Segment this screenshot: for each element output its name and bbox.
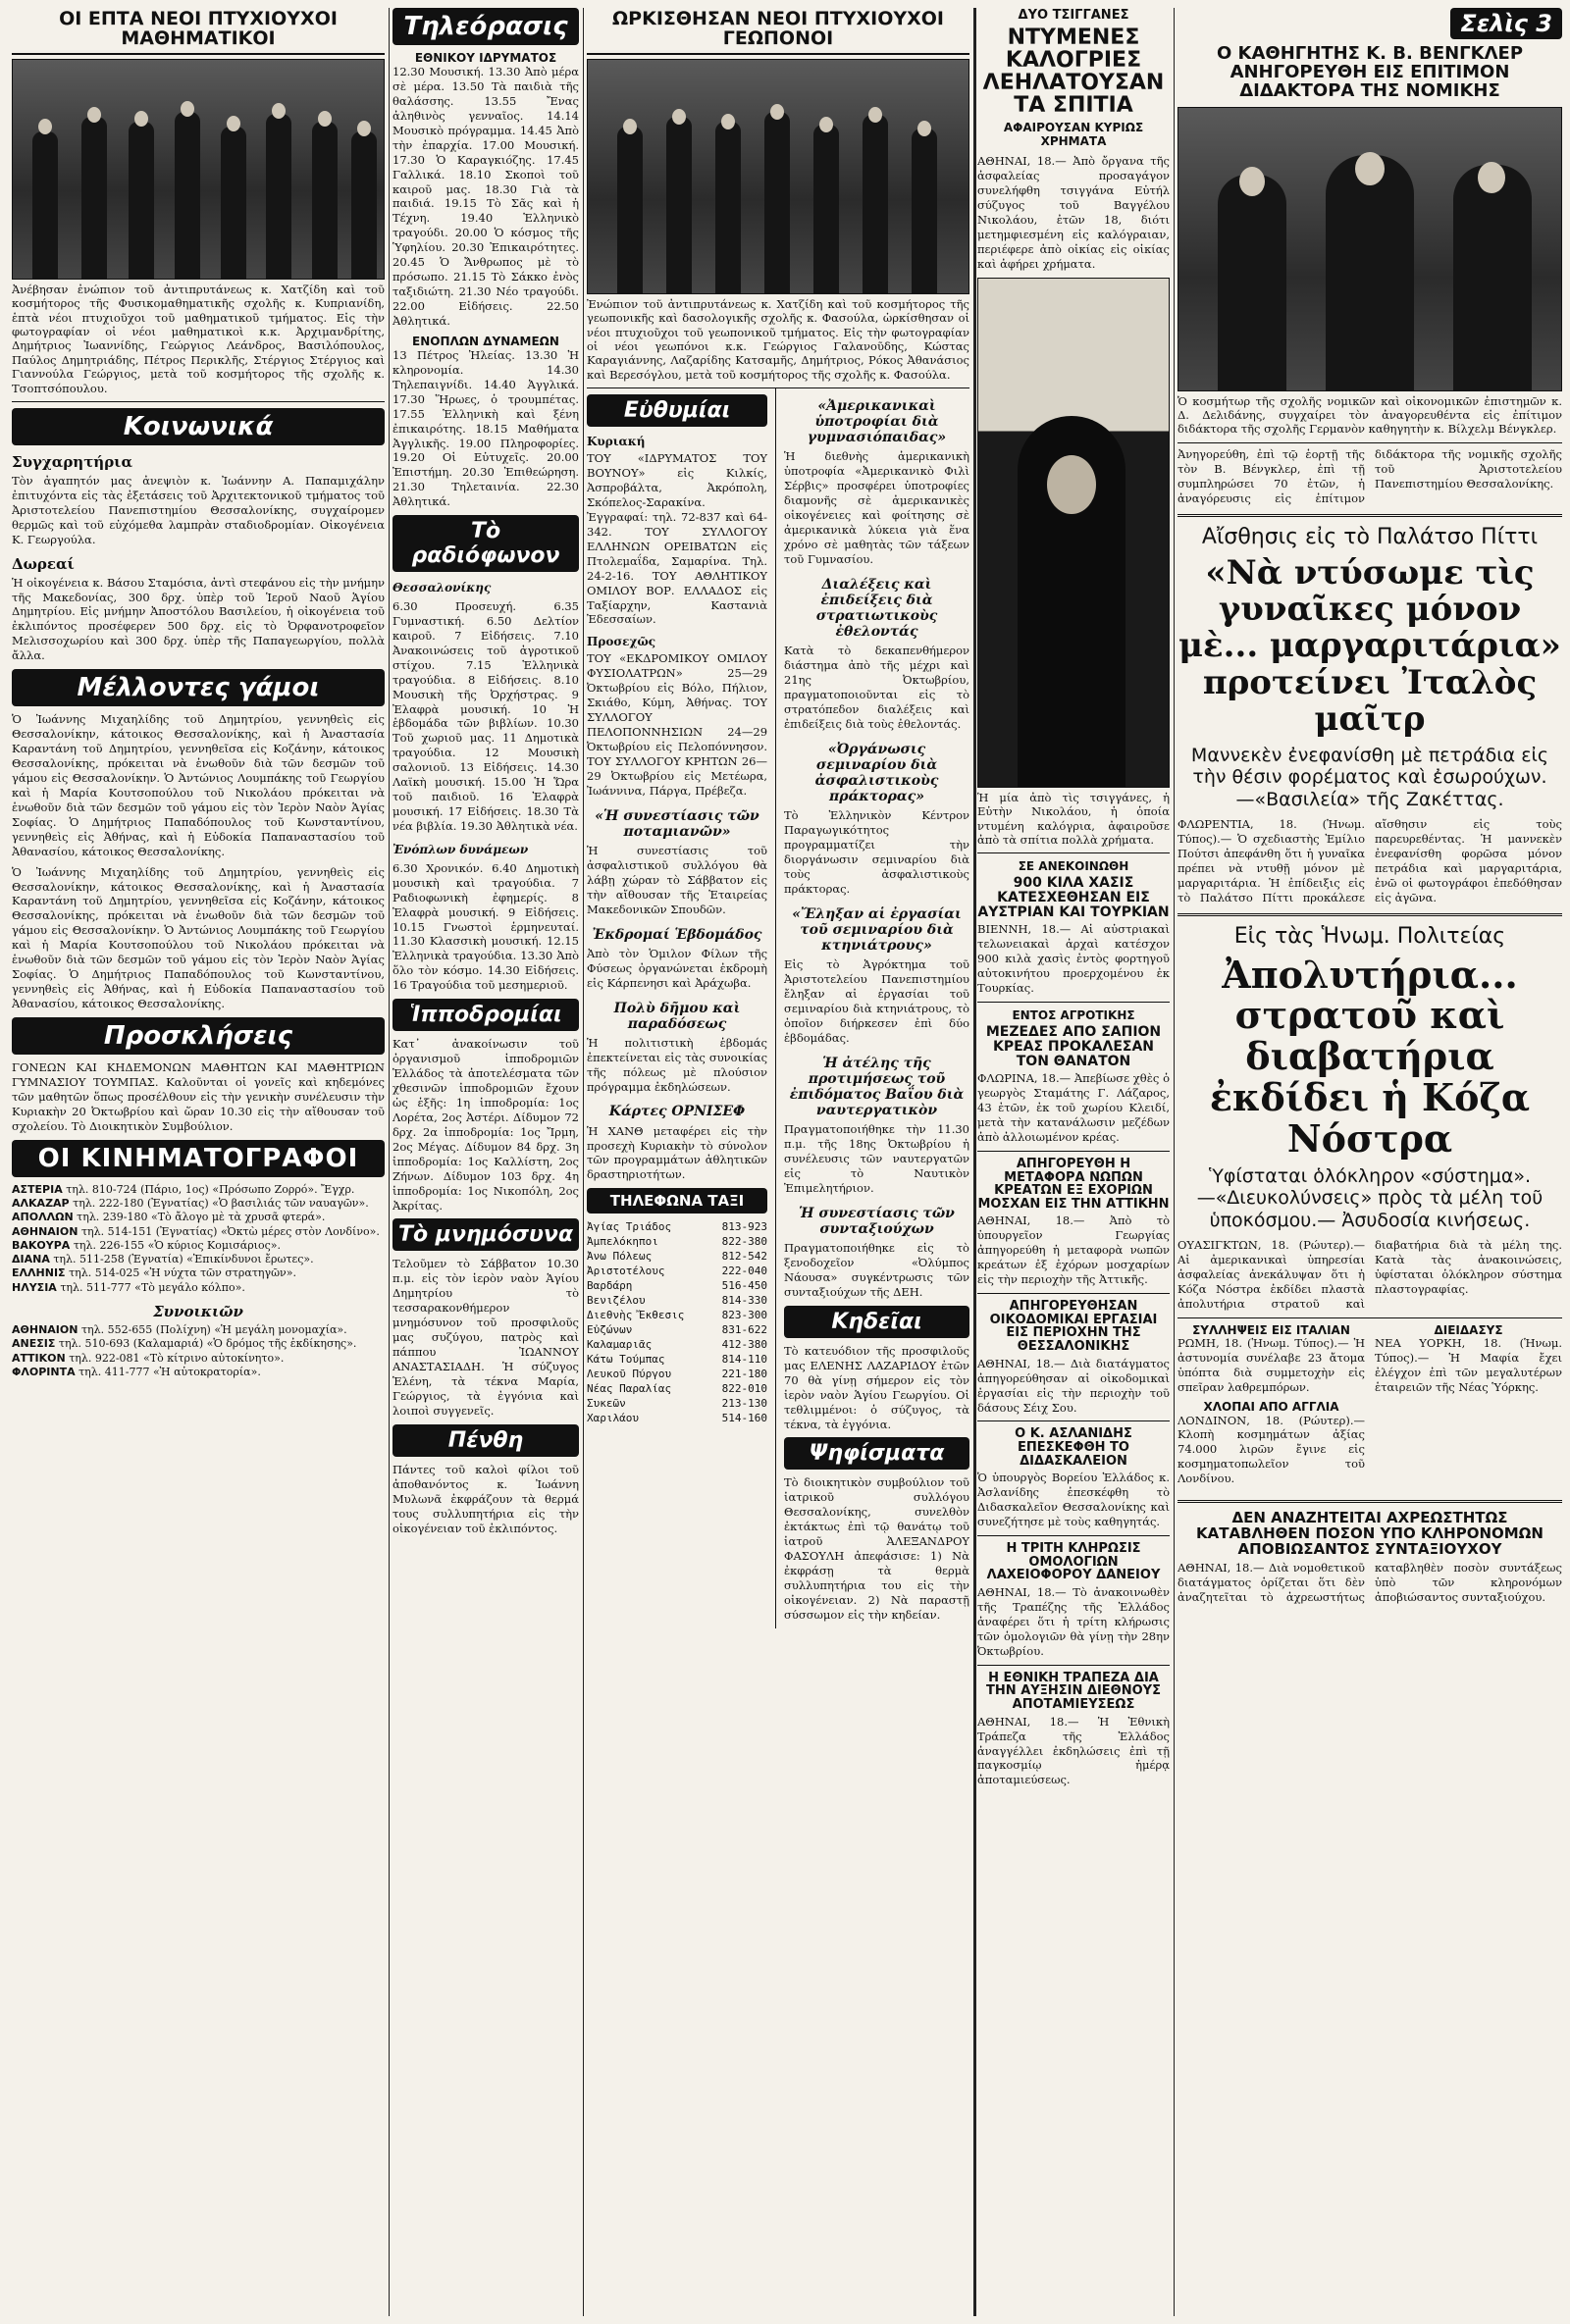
table-row: Βενιζέλου 814-330	[587, 1294, 768, 1308]
text-london: ΛΟΝΔΙΝΟΝ, 18. (Ρώυτερ).— Κλοπὴ κοσμημάτων ἀξίας 74.000 λιρῶν ἔγινε εἰς κοσμηματοπωλεῖον τοῦ Λονδίνου.	[1178, 1413, 1365, 1486]
taxi-phones-header: ΤΗΛΕΦΩΝΑ ΤΑΞΙ	[587, 1188, 767, 1214]
text-mourning: Πάντες τοῦ καλοὶ φίλοι τοῦ ἀποθανόντος κ. Ἰωάννη Μυλωνᾶ ἐκφράζουν τὰ θερμά τους συλλυπητήρια εἰς τὴν οἰκογένειαν τοῦ ἐκλιπόντος.	[392, 1462, 579, 1535]
headline-meat: ΜΕΖΕΔΕΣ ΑΠΟ ΣΑΠΙΟΝ ΚΡΕΑΣ ΠΡΟΚΑΛΕΣΑΝ ΤΟΝ ΘΑΝΑΤΟΝ	[985, 1024, 1162, 1069]
list-item: ΗΛΥΣΙΑ τηλ. 511-777 «Τὸ μεγάλο κόλπο».	[12, 1280, 245, 1294]
page-number-badge: Σελὶς 3	[1450, 8, 1562, 39]
text-lottery: ΑΘΗΝΑΙ, 18.— Τὸ ἀνακοινωθὲν τῆς Τραπέζης τῆς Ἑλλάδος ἀναφέρει ὅτι ἡ τρίτη κλήρωσις τῶν ὁμολογιῶν θὰ γίνῃ τὴν 28ην Ὀκτωβρίου.	[977, 1585, 1170, 1658]
subhead-congrats: Συγχαρητήρια	[12, 452, 132, 471]
section-banner-horses: Ἱπποδρομίαι	[392, 999, 579, 1031]
text-pensioners: Πραγματοποιήθηκε εἰς τὸ ξενοδοχεῖον «Ὀλύμπος Νάουσα» συγκέντρωσις τῶν συνταξιούχων τῆς ΔΕΗ.	[784, 1241, 969, 1299]
column-4	[977, 8, 1170, 2316]
headline-mathematicians: ΟΙ ΕΠΤΑ ΝΕΟΙ ΠΤΥΧΙΟΥΧΟΙ ΜΑΘΗΜΑΤΙΚΟΙ	[12, 8, 385, 55]
table-row: Ἀγίας Τριάδος 813-923	[587, 1220, 768, 1234]
list-item: ΑΘΗΝΑΙΟΝ τηλ. 552-655 (Πολίχνη) «Ἡ μεγάλη μονομαχία».	[12, 1323, 347, 1336]
column-1	[12, 8, 385, 2316]
headline-nuns: ΝΤΥΜΕΝΕΣ ΚΑΛΟΓΡΙΕΣ ΛΕΗΛΑΤΟΥΣΑΝ ΤΑ ΣΠΙΤΙΑ	[982, 26, 1165, 119]
text-tradition: Ἡ πολιτιστικὴ ἑβδομάς ἐπεκτείνεται εἰς τὰς συνοικίας τῆς πόλεως μὲ πλούσιον πρόγραμμα ἐκδηλώσεων.	[587, 1035, 768, 1094]
text-hashish: ΒΙΕΝΝΗ, 18.— Αἱ αὐστριακαὶ τελωνειακαὶ ἀρχαὶ κατέσχον 900 κιλὰ χασὶς ἐντὸς φορτηγοῦ αὐτοκινήτου προερχομένου ἐκ Τουρκίας.	[977, 922, 1170, 996]
list-item: ΑΛΚΑΖΑΡ τηλ. 222-180 (Ἐγνατίας) «Ὁ βασιλιάς τῶν ναυαγῶν».	[12, 1196, 369, 1210]
list-item: ΑΠΟΛΛΩΝ τηλ. 239-180 «Τὸ ἄλογο μὲ τὰ χρυσᾶ φτερά».	[12, 1211, 326, 1224]
subhead-radio: Θεσσαλονίκης	[392, 581, 492, 595]
text-tv-national: 12.30 Μουσική. 13.30 Ἀπὸ μέρα σὲ μέρα. 13.50 Τὰ παιδιὰ τῆς θαλάσσης. 13.55 Ἔνας ἀληθινὸς γενναῖος. 14.14 Μουσικὸ πρόγραμμα. 14.45 Ἀπὸ τὴν ἐπαρχία. 17.00 Μουσική. 17.30 Ὁ Καραγκιόζης. 17.45 Γαλλικά. 18.10 Σκοποὶ τοῦ καιροῦ μας. 18.30 Γιὰ τὰ παιδιά. 19.15 Τὸ Σᾶς καὶ ἡ Τέχνη. 19.40 Ἑλληνικὸ τραγούδι. 20.00 Ὁ κόσμος τῆς Ὑφηλίου. 20.30 Ἐπικαιρότητες. 20.45 Ὁ Ἄνθρωπος μὲ τὸ πρόσωπο. 21.15 Τὸ Σάκκο ἐνὸς ταξιδιώτη. 21.30 Νέο τραγούδι. 22.00 Εἰδήσεις. 22.50 Ἀθλητικά.	[392, 65, 579, 328]
table-row: Βαρδάρη 516-450	[587, 1279, 768, 1293]
table-row: Ἀριστοτέλους 222-040	[587, 1265, 768, 1278]
column-rule	[973, 8, 976, 2316]
column-rule	[389, 8, 390, 2316]
subhead-seminar: «Ὀργάνωσις σεμιναρίου διὰ ἀσφαλιστικοὺς πράκτορας»	[814, 741, 939, 805]
table-row: Ἀνω Πόλεως 812-542	[587, 1250, 768, 1264]
text-wengler: Ἀνηγορεύθη, ἐπὶ τῷ ἑορτῇ τῆς τὸν Β. Βένγκλερ, ἐπὶ τῇ συμπληρώσει 70 ἐτῶν, ἡ ἀναγόρευσις εἰς ἐπίτιμον διδάκτορα τῆς νομικῆς σχολῆς τοῦ Ἀριστοτελείου Πανεπιστημίου Θεσσαλονίκης.	[1178, 446, 1562, 505]
column-2	[392, 8, 579, 2316]
subhead-pensioners: Ἡ συνεστίασις τῶν συνταξιούχων	[799, 1205, 955, 1237]
section-banner-radio: Τὸ ραδιόφωνον	[392, 515, 579, 572]
text-meat: ΦΛΩΡΙΝΑ, 18.— Ἀπεβίωσε χθὲς ὁ γεωργὸς Σταμάτης Γ. Λάζαρος, 43 ἐτῶν, ἐκ τοῦ χωρίου Κλειδί, μετὰ τὴν κατανάλωσιν μεζέδων ἀπὸ ἀλλοιωμένον κρέας.	[977, 1071, 1170, 1144]
list-item: ΔΙΑΝΑ τηλ. 511-258 (Ἐγνατία) «Ἐπικίνδυνοι ἔρωτες».	[12, 1253, 314, 1266]
headline-construction: ΑΠΗΓΟΡΕΥΘΗΣΑΝ ΟΙΚΟΔΟΜΙΚΑΙ ΕΡΓΑΣΙΑΙ ΕΙΣ ΠΕΡΙΟΧΗΝ ΤΗΣ ΘΕΣΣΑΛΟΝΙΚΗΣ	[989, 1299, 1158, 1355]
photo-caption: Ὁ κοσμήτωρ τῆς σχολῆς νομικῶν καὶ οἰκονομικῶν ἐπιστημῶν κ. Δ. Δελιδάνης, συγχαίρει τὸν ἀναγορευθέντα εἰς ἐπίτιμον διδάκτορα τῆς σχολῆς Γερμανὸν καθηγητὴν κ. Βίλχελμ Βένγκλερ.	[1178, 391, 1562, 443]
section-banner-tv: Τηλεόρασις	[392, 8, 579, 45]
subhead-cards: Κάρτες ΟΡΝΙΣΕΦ	[608, 1104, 746, 1120]
subhead-sunday: Κυριακή	[587, 435, 646, 449]
text-cosa-nostra: ΟΥΑΣΙΓΚΤΩΝ, 18. (Ρώυτερ).— Αἱ ἀμερικανικαὶ ὑπηρεσίαι ἀσφαλείας ἀνεκάλυψαν ὅτι ἡ Κόζα Νόστρα ἐκδίδει πλαστὰ ἀπολυτήρια στρατοῦ καὶ διαβατήρια διὰ τὰ μέλη της. Κατὰ τὰς ἀνακοινώσεις, ὑφίσταται ὁλόκληρον σύστημα πλαστογραφίας.	[1178, 1237, 1562, 1311]
text-scholarships: Ἡ διεθνὴς ἀμερικανικὴ ὑποτροφία «Ἀμερικανικὸ Φιλὶ Σέρβις» προσφέρει ὑποτροφίες διαμονῆς σὲ ἀμερικανικὲς οἰκογένειες καὶ φοίτησης σὲ ἀμερικανικὰ λύκεια γιὰ ἕνα χρόνο σὲ μαθητὰς τῶν τάξεων τοῦ Γυμνασίου.	[784, 449, 969, 566]
subhead-scholarships: «Ἀμερικανικαὶ ὑποτροφίαι διὰ γυμνασιόπαιδας»	[807, 398, 947, 446]
kicker-hashish: ΣΕ ΑΝΕΚΟΙΝΩΘΗ	[1018, 859, 1129, 874]
photo-caption: Ἀνέβησαν ἐνώπιον τοῦ ἀντιπρυτάνεως κ. Χατζίδη καὶ τοῦ κοσμήτορος τῆς Φυσικομαθηματικῆς σχολῆς κ. Κυπριανίδη, ἑπτὰ νέοι πτυχιοῦχοι τοῦ μαθηματικοῦ τμήματος. Εἰς τὴν φωτογραφίαν οἱ νέοι μαθηματικοὶ κ.κ. Ἀρχιμανδρίτης, Δημήτριος Ἰωαννίδης, Γεώργιος Λεάνδρος, Βασιλόπουλος, Παύλος Δημητριάδης, Πέτρος Περικλῆς, Στέργιος Στέργιος καὶ Γιαννούλα Γεώργιος, μετὰ τοῦ κοσμήτορος τῆς σχολῆς κ. Τσοπτσόπουλου.	[12, 280, 385, 402]
table-row: Καλαμαριᾶς 412-380	[587, 1338, 768, 1352]
text-tv-armed: 13 Πέτρος Ἠλείας. 13.30 Ἡ κληρονομία. 14.30 Τηλεπαιγνίδι. 14.40 Ἀγγλικά. 17.30 Ἥρωες, ὁ τρουμπέτας. 17.55 Ἑλληνικὴ καὶ ξένη ἐπικαιρότης. 18.15 Μαθήματα Ἀγγλικῆς. 19.00 Πληροφορίες. 19.20 Οἰ Εὐτυχεῖς. 20.00 Ἐπιστήμη. 20.30 Ἐπιθεώρηση. 21.30 Τηλεταινία. 22.30 Ἀθλητικά.	[392, 347, 579, 509]
deck-pearls: Μαννεκὲν ἐνεφανίσθη μὲ πετράδια εἰς τὴν θέσιν φορέματος καὶ ἐσωρούχων.—«Βασιλεία» τῆς Ζακέττας.	[1190, 744, 1549, 811]
section-banner-excursions: Εὐθυμίαι	[587, 394, 767, 427]
text-funerals: Τὸ κατευόδιον τῆς προσφιλοῦς μας ΕΛΕΝΗΣ ΛΑΖΑΡΙΔΟΥ ἐτῶν 70 θὰ γίνῃ σήμερον εἰς τὸν ἱερὸν ναὸν Ἁγίου Γεωργίου. Οἱ τεθλιμμένοι: ὁ σύζυγος, τὰ τέκνα, τὰ ἐγγόνια.	[784, 1343, 969, 1431]
subhead-radio-armed: Ἐνόπλων δυνάμεων	[392, 842, 529, 856]
subhead-tradition: Πολὺ δῆμου καὶ παραδόσεως	[613, 1000, 741, 1032]
text-cards: Ἡ ΧΑΝΘ μεταφέρει εἰς τὴν προσεχὴ Κυριακὴν τὸ σύνολον τῶν προγραμμάτων ἀθλητικῶν δραστηριοτήτων.	[587, 1123, 768, 1182]
text-upcoming: ΤΟΥ «ΕΚΔΡΟΜΙΚΟΥ ΟΜΙΛΟΥ ΦΥΣΙΟΛΑΤΡΩΝ» 25—29 Ὀκτωβρίου εἰς Βόλο, Πήλιον, Σκιάθο, Κύμη, Ἀθήνας. ΤΟΥ ΣΥΛΛΟΓΟΥ ΠΕΛΟΠΟΝΝΗΣΙΩΝ 24—29 Ὀκτωβρίου εἰς Πελοπόννησον. ΤΟΥ ΣΥΛΛΟΓΟΥ ΚΡΗΤΩΝ 26—29 Ὀκτωβρίου εἰς Μετέωρα, Ἰωάννινα, Πάργα, Πρέβεζα.	[587, 651, 768, 798]
table-row: Λευκοῦ Πύργου 221-180	[587, 1368, 768, 1381]
kicker-meat: ΕΝΤΟΣ ΑΓΡΟΤΙΚΗΣ	[1012, 1008, 1135, 1023]
section-banner-decrees: Ψηφίσματα	[784, 1437, 969, 1470]
headline-wengler: Ο ΚΑΘΗΓΗΤΗΣ Κ. Β. ΒΕΝΓΚΛΕΡ ΑΝΗΓΟΡΕΥΘΗ ΕΙΣ ΕΠΙΤΙΜΟΝ ΔΙΔΑΚΤΟΡΑ ΤΗΣ ΝΟΜΙΚΗΣ	[1216, 43, 1524, 101]
photo-nun	[977, 278, 1170, 788]
section-banner-cinemas: ΟΙ ΚΙΝΗΜΑΤΟΓΡΑΦΟΙ	[12, 1140, 385, 1177]
headline-pensions: ΔΕΝ ΑΝΑΖΗΤΕΙΤΑΙ ΑΧΡΕΩΣΤΗΤΩΣ ΚΑΤΑΒΛΗΘΕΝ ΠΟΣΟΝ ΥΠΟ ΚΛΗΡΟΝΟΜΩΝ ΑΠΟΒΙΩΣΑΝΤΟΣ ΣΥΝΤΑΞΙΟΥΧΟΥ	[1196, 1509, 1544, 1558]
subhead-tv-armed: ΕΝΟΠΛΩΝ ΔΥΝΑΜΕΩΝ	[412, 334, 559, 348]
text-seminar: Τὸ Ἑλληνικὸν Κέντρον Παραγωγικότητος προγραμματίζει τὴν διοργάνωσιν σεμιναρίου διὰ τοὺς ἀσφαλιστικοὺς πράκτορας.	[784, 808, 969, 896]
list-item: ΑΤΤΙΚΟΝ τηλ. 922-081 «Τὸ κίτρινο αὐτοκίνητο».	[12, 1351, 285, 1365]
table-row: Διεθνὴς Ἔκθεσις 823-300	[587, 1309, 768, 1322]
list-item: ΑΣΤΕΡΙΑ τηλ. 810-724 (Πάριο, 1ος) «Πρόσωπο Ζορρό». Ἔγχρ.	[12, 1182, 355, 1196]
table-row: Ἀμπελόκηποι 822-380	[587, 1235, 768, 1249]
subhead-vets: «Ἔληξαν αἱ ἐργασίαι τοῦ σεμιναρίου διὰ κτηνιάτρους»	[792, 905, 962, 955]
text-decrees: Τὸ διοικητικὸν συμβούλιον τοῦ ἰατρικοῦ συλλόγου Θεσσαλονίκης, συνελθὸν ἐκτάκτως ἐπὶ τῷ θανάτῳ τοῦ ἰατροῦ ἈΛΕΞΑΝΔΡΟΥ ΦΑΣΟΥΛΗ ἀπεφάσισε: 1) Νὰ ἐκφράσῃ τὰ θερμὰ συλλυπητήρια του εἰς τὴν οἰκογένειαν. 2) Νὰ παραστῇ σύσσωμον εἰς τὴν κηδείαν.	[784, 1475, 969, 1622]
subhead-suburbs: Συνοικιῶν	[153, 1303, 243, 1320]
table-row: Χαριλάου 514-160	[587, 1412, 768, 1425]
subhead-lectures: Διαλέξεις καὶ ἐπιδείξεις διὰ στρατιωτικοὺς ἐθελοντάς	[815, 576, 938, 641]
headline-cosa-nostra: Ἀπολυτήρια... στρατοῦ καὶ διαβατήρια ἐκδίδει ἡ Κόζα Νόστρα	[1209, 952, 1531, 1161]
headline-newyork: ΔΙΕΙΔΑΣΥΣ	[1434, 1322, 1503, 1337]
text-vets: Εἰς τὸ Ἀγρόκτημα τοῦ Ἀριστοτελείου Πανεπιστημίου ἔληξαν αἱ ἐργασίαι τοῦ σεμιναρίου διὰ κτηνιάτρους, τὸ ὁποῖον διήρκεσεν ἐπὶ δύο ἑβδομάδας.	[784, 957, 969, 1045]
text-seamen: Πραγματοποιήθηκε τὴν 11.30 π.μ. τῆς 18ης Ὀκτωβρίου ἡ συνέλευσις τῶν ναυτεργατῶν εἰς τὸ Ναυτικὸν Ἐπιμελητήριον.	[784, 1122, 969, 1195]
section-banner-mourning: Πένθη	[392, 1424, 579, 1457]
photo-caption: Ἐνώπιον τοῦ ἀντιπρυτάνεως κ. Χατζίδη καὶ τοῦ κοσμήτορος τῆς γεωπονικῆς καὶ δασολογικῆς σχολῆς κ. Φασούλα, ὡρκίσθησαν οἱ νέοι πτυχιοῦχοι τοῦ γεωπονικοῦ τμήματος. Εἰς τὴν φωτογραφίαν οἱ νέοι γεωπόνοι κ.κ. Γεώργιος Γαλανοῦδης, Κώστας Καραγιάννης, Λαζαρίδης Κατσαμῆς, Δημήτριος, Ρόκος Ἀθανάσιος καὶ Βερεσόγλου, μετὰ τοῦ κοσμήτορος τῆς σχολῆς κ. Φασούλα.	[587, 294, 969, 388]
text-weddings-cont: Ὁ Ἰωάννης Μιχαηλίδης τοῦ Δημητρίου, γεννηθεὶς εἰς Θεσσαλονίκην, κάτοικος Θεσσαλονίκης, καὶ ἡ Ἀναστασία Καραντάνη τοῦ Δημητρίου, γεννηθεῖσα εἰς Κοζάνην, κάτοικος Θεσσαλονίκης, πρόκειται νὰ ἑνωθοῦν διὰ τῶν δεσμῶν τοῦ γάμου εἰς Θεσσαλονίκην. Ὁ Ἀντώνιος Λουμπάκης τοῦ Γεωργίου καὶ ἡ Μαρία Κουτσοπούλου τοῦ Νικολάου πρόκειται νὰ ἑνωθοῦν διὰ τῶν δεσμῶν τοῦ γάμου εἰς τὸν Ἱερὸν Ναὸν Ἁγίας Σοφίας. Ὁ Δημήτριος Παπαδόπουλος τοῦ Κωνσταντίνου, γεννηθεὶς εἰς Ἀθήνας, καὶ ἡ Εὐδοκία Παπαναστασίου τοῦ Ἀθανασίου, κάτοικος Θεσσαλονίκης.	[12, 864, 385, 1010]
kicker-pitti: Αἴσθησις εἰς τὸ Παλάτσο Πίττι	[1201, 524, 1539, 549]
table-row: Συκεῶν 213-130	[587, 1397, 768, 1411]
text-weddings: Ὁ Ἰωάννης Μιχαηλίδης τοῦ Δημητρίου, γεννηθεὶς εἰς Θεσσαλονίκην, κάτοικος Θεσσαλονίκης, καὶ ἡ Ἀναστασία Καραντάνη τοῦ Δημητρίου, γεννηθεῖσα εἰς Κοζάνην, κάτοικος Θεσσαλονίκης, πρόκειται νὰ ἑνωθοῦν διὰ τῶν δεσμῶν τοῦ γάμου εἰς Θεσσαλονίκην. Ὁ Ἀντώνιος Λουμπάκης τοῦ Γεωργίου καὶ ἡ Μαρία Κουτσοπούλου τοῦ Νικολάου πρόκειται νὰ ἑνωθοῦν διὰ τῶν δεσμῶν τοῦ γάμου εἰς τὸν Ἱερὸν Ναὸν Ἁγίας Σοφίας. Ὁ Δημήτριος Παπαδόπουλος τοῦ Κωνσταντίνου, γεννηθεὶς εἰς Ἀθήνας, καὶ ἡ Εὐδοκία Παπαναστασίου τοῦ Ἀθανασίου, κάτοικος Θεσσαλονίκης.	[12, 712, 385, 858]
text-invitations: ΓΟΝΕΩΝ ΚΑΙ ΚΗΔΕΜΟΝΩΝ ΜΑΘΗΤΩΝ ΚΑΙ ΜΑΘΗΤΡΙΩΝ ΓΥΜΝΑΣΙΟΥ ΤΟΥΜΠΑΣ. Καλοῦνται οἱ γονεῖς καὶ κηδεμόνες τῶν μαθητῶν ὅπως προσέλθουν εἰς τὴν γενικὴν συνέλευσιν τὴν Κυριακὴν 20 Ὀκτωβρίου καὶ ὥραν 10.30 εἰς τὴν αἴθουσαν τοῦ σχολείου. Τὸ Διοικητικὸν Συμβούλιον.	[12, 1059, 385, 1133]
text-lectures: Κατὰ τὸ δεκαπενθήμερον διάστημα ἀπὸ τῆς μέχρι καὶ 21ης Ὀκτωβρίου, πραγματοποιοῦνται εἰς τὸ στρατόπεδον διαλέξεις καὶ ἐπιδείξεις διὰ τοὺς ἐθελοντάς.	[784, 644, 969, 731]
headline-pearls: «Νὰ ντύσωμε τὶς γυναῖκες μόνον μὲ... μαργαριτάρια» προτείνει Ἰταλὸς μαῖτρ	[1178, 552, 1561, 740]
text-visit: Ὁ ὑπουργὸς Βορείου Ἑλλάδος κ. Ἀσλανίδης ἐπεσκέφθη τὸ Διδασκαλεῖον Θεσσαλονίκης καὶ συνεζήτησε μὲ τοὺς καθηγητάς.	[977, 1471, 1170, 1529]
suburb-cinema-list	[12, 1323, 385, 1379]
column-rule	[583, 8, 584, 2316]
table-row: Εὐζώνων 831-622	[587, 1323, 768, 1337]
section-banner-funerals: Κηδεῖαι	[784, 1306, 969, 1338]
subhead-upcoming: Προσεχῶς	[587, 635, 656, 649]
taxi-phones-table	[587, 1219, 767, 1425]
text-weekly: Ἀπὸ τὸν Ὁμιλον Φίλων τῆς Φύσεως ὀργανώνεται ἐκδρομὴ εἰς Κάρπενησι καὶ Ἀράχωβα.	[587, 946, 768, 990]
section-banner-weddings: Μέλλοντες γάμοι	[12, 669, 385, 706]
photo-agronomists	[587, 59, 969, 294]
headline-london: ΧΛΟΠΑΙ ΑΠΟ ΑΓΓΛΙΑ	[1203, 1399, 1339, 1414]
photo-caption: Ἡ μία ἀπὸ τὶς τσιγγάνες, ἡ Εὐτὴν Νικολάου, ἡ ὁποία ντυμένη καλόγρια, ἀφαιροῦσε ἀπὸ τὰ σπίτια πολλὰ χρήματα.	[977, 788, 1170, 854]
photo-mathematicians	[12, 59, 385, 280]
deck-nuns: ΑΦΑΙΡΟΥΣΑΝ ΚΥΡΙΩΣ ΧΡΗΜΑΤΑ	[1003, 121, 1144, 149]
headline-lottery: Η ΤΡΙΤΗ ΚΛΗΡΩΣΙΣ ΟΜΟΛΟΓΙΩΝ ΛΑΧΕΙΟΦΟΡΟΥ ΔΑΝΕΙΟΥ	[986, 1541, 1161, 1583]
list-item: ΕΛΛΗΝΙΣ τηλ. 514-025 «Ἡ νύχτα τῶν στρατηγῶν».	[12, 1266, 296, 1280]
photo-wengler	[1178, 107, 1562, 391]
text-pearls: ΦΛΩΡΕΝΤΙΑ, 18. (Ἡνωμ. Τύπος).— Ὁ σχεδιαστὴς Ἐμίλιο Πούτσι ἀπεφάνθη ὅτι ἡ γυναῖκα πρέπει νὰ ντυθῇ μόνον μὲ μαργαριτάρια. Ἡ ἐπίδειξις εἰς τὸ Παλάτσο Πίττι προκάλεσε αἴσθησιν εἰς τοὺς παρευρεθέντας. Ἡ μαννεκὲν ἐνεφανίσθη φορῶσα μόνον πετράδια καὶ μαργαριτάρια, ἐνῶ οἱ φωτογράφοι ἐπεδόθησαν εἰς ἀγῶνα.	[1178, 816, 1562, 904]
column-3	[587, 8, 969, 2316]
deck-cosa-nostra: Ὑφίσταται ὁλόκληρον «σύστημα».—«Διευκολύνσεις» πρὸς τὰ μέλη τοῦ ὑποκόσμου.— Ἀσυδοσία κινήσεως.	[1196, 1164, 1544, 1232]
section-banner-social: Κοινωνικά	[12, 408, 385, 445]
text-drawing: Ἡ συνεστίασις τοῦ ἀσφαλιστικοῦ συλλόγου θὰ λάβῃ χώραν τὸ Σάββατον εἰς τὴν αἴθουσαν τῆς Ἑταιρείας Μακεδονικῶν Σπουδῶν.	[587, 843, 768, 916]
text-radio-armed: 6.30 Χρονικόν. 6.40 Δημοτικὴ μουσικὴ καὶ τραγούδια. 7 Ραδιοφωνικὴ ἐφημερίς. 8 Ἐλαφρὰ μουσική. 9 Εἰδήσεις. 10.15 Γνωστοὶ ἑρμηνευταί. 11.30 Κλασσικὴ μουσική. 12.15 Ἐλληνικὰ τραγούδια. 13.30 Ἀπὸ ὅλο τὸν κόσμο. 14.30 Εἰδήσεις. 16 Τραγούδια τοῦ μεσημεριοῦ.	[392, 860, 579, 993]
table-row: Νέας Παραλίας 822-010	[587, 1382, 768, 1396]
text-memorial: Τελοῦμεν τὸ Σάββατον 10.30 π.μ. εἰς τὸν ἱερὸν ναὸν Ἁγίου Δημητρίου τὸ τεσσαρακονθήμερον μνημόσυνον τοῦ προσφιλοῦς μας συζύγου, πατρὸς καὶ πάππου ἸΩΑΝΝΟΥ ΑΝΑΣΤΑΣΙΑΔΗ. Ἡ σύζυγος Ἑλένη, τὰ τέκνα Μαρία, Γεώργιος, τὰ ἐγγόνια καὶ λοιποὶ συγγενεῖς.	[392, 1257, 579, 1418]
list-item: ΦΛΟΡΙΝΤΑ τηλ. 411-777 «Ἡ αὐτοκρατορία».	[12, 1365, 261, 1378]
kicker-gypsies: ΔΥΟ ΤΣΙΓΓΑΝΕΣ	[1018, 8, 1129, 23]
subhead-drawing: «Ἡ συνεστίασις τῶν ποταμιανῶν»	[595, 807, 759, 840]
headline-bank: Η ΕΘΝΙΚΗ ΤΡΑΠΕΖΑ ΔΙΑ ΤΗΝ ΑΥΞΗΣΙΝ ΔΙΕΘΝΟΥΣ ΑΠΟΤΑΜΙΕΥΣΕΩΣ	[986, 1670, 1161, 1712]
text-construction: ΑΘΗΝΑΙ, 18.— Διὰ διατάγματος ἀπηγορεύθησαν αἱ οἰκοδομικαὶ ἐργασίαι εἰς τὴν περιοχὴν τοῦ δάσους Σέιχ Σου.	[977, 1356, 1170, 1415]
headline-meat-transport: ΑΠΗΓΟΡΕΥΘΗ Η ΜΕΤΑΦΟΡΑ ΝΩΠΩΝ ΚΡΕΑΤΩΝ ΕΞ ΕΧΟΡΙΩΝ ΜΟΣΧΑΝ ΕΙΣ ΤΗΝ ΑΤΤΙΚΗΝ	[977, 1156, 1170, 1212]
text-italy: ΡΩΜΗ, 18. (Ἡνωμ. Τύπος).— Ἡ ἀστυνομία συνέλαβε 23 ἄτομα ὑπόπτα διὰ συμμετοχὴν εἰς σπεῖραν λαθρεμπόρων.	[1178, 1336, 1365, 1394]
cinema-list	[12, 1183, 385, 1295]
subhead-weekly: Ἐκδρομαί Ἑβδομάδος	[592, 926, 762, 943]
text-gifts: Ἡ οἰκογένεια κ. Βάσου Σταμόσια, ἀντὶ στεφάνου εἰς τὴν μνήμην τῆς Μακεδονίας, 300 δρχ. ὑπὲρ τοῦ Ἱεροῦ Ναοῦ Ἁγίου Δημητρίου. Εἰς μνήμην Ἀποστόλου Βασιλείου, ἡ οἰκογένεια τοῦ ἐκλιπόντος προσέφερεν 500 δρχ. εἰς τὸ Ὀρφανοτροφεῖον Μελισσοχωρίου καὶ 300 δρχ. ὑπὲρ τῆς Παπαγεωργίου, πολλὰ ἄλλα.	[12, 575, 385, 663]
headline-italy: ΣΥΛΛΗΨΕΙΣ ΕΙΣ ΙΤΑΛΙΑΝ	[1192, 1322, 1350, 1337]
kicker-usa: Εἰς τὰς Ἡνωμ. Πολιτείας	[1233, 923, 1506, 949]
list-item: ΑΝΕΣΙΣ τηλ. 510-693 (Καλαμαριά) «Ὁ δρόμος τῆς ἐκδίκησης».	[12, 1337, 357, 1351]
text-radio: 6.30 Προσευχή. 6.35 Γυμναστική. 6.50 Δελτίον καιροῦ. 7 Εἰδήσεις. 7.10 Ἀνακοινώσεις τοῦ ἀγροτικοῦ στίχου. 7.15 Ἑλληνικὰ τραγούδια. 8 Εἰδήσεις. 8.10 Μουσικὴ τῆς Ὀρχήστρας. 9 Ἐλαφρὰ μουσική. 10 Ἡ ἑβδομάδα τῶν βιβλίων. 10.30 Τοῦ χωριοῦ μας. 11 Δημοτικὰ τραγούδια. 12 Μουσικὴ σαλονιοῦ. 13 Εἰδήσεις. 14.30 Λαϊκὴ μουσική. 15.00 Ἡ Ὥρα τοῦ παιδιοῦ. 16 Ἐλαφρὰ μουσική. 17 Εἰδήσεις. 18.30 Τὰ νέα βιβλία. 19.30 Ἀθλητικὰ νέα.	[392, 598, 579, 834]
subhead-tv-national: ΕΘΝΙΚΟΥ ΙΔΡΥΜΑΤΟΣ	[414, 51, 557, 65]
section-banner-invitations: Προσκλήσεις	[12, 1017, 385, 1055]
column-rule	[1174, 8, 1175, 2316]
list-item: ΒΑΚΟΥΡΑ τηλ. 226-155 «Ὁ κύριος Κομισάριος».	[12, 1238, 282, 1252]
table-row: Κάτω Τούμπας 814-110	[587, 1353, 768, 1367]
newspaper-page	[12, 8, 1562, 2316]
subhead-seamen: Ἡ ἀτέλης τῆς προτιμήσεως τοῦ ἐπιδόματος Βαΐου διὰ ναυτεργατικὸν	[789, 1055, 965, 1119]
list-item: ΑΘΗΝΑΙΟΝ τηλ. 514-151 (Ἐγνατίας) «Ὀκτὼ μέρες στὸν Λονδίνο».	[12, 1224, 380, 1238]
subhead-gifts: Δωρεαί	[12, 554, 75, 573]
text-newyork: ΝΕΑ ΥΟΡΚΗ, 18. (Ἡνωμ. Τύπος).— Ἡ Μαφία ἔχει ἐλέγχον ἐπὶ τῶν μεγαλυτέρων ἑταιρειῶν τῆς Νέας Ὑόρκης.	[1375, 1336, 1562, 1394]
column-5	[1178, 8, 1562, 2316]
text-nuns: ΑΘΗΝΑΙ, 18.— Ἀπὸ ὄργανα τῆς ἀσφαλείας προσαγάγον συνελήφθη τσιγγάνα Εὐτήλ σύζυγος τοῦ Βαγγέλου Νικολάου, ἐτῶν 18, διότι μετημφιεσμένη εἰς καλόγραιαν, περιέφερε ἀπὸ οἰκίας εἰς οἰκίας καὶ ἀφήρει χρήματα.	[977, 154, 1170, 271]
headline-agronomists: ΩΡΚΙΣΘΗΣΑΝ ΝΕΟΙ ΠΤΥΧΙΟΥΧΟΙ ΓΕΩΠΟΝΟΙ	[587, 8, 969, 55]
right-sub-column	[784, 388, 969, 1628]
headline-visit: Ο Κ. ΑΣΛΑΝΙΔΗΣ ΕΠΕΣΚΕΦΘΗ ΤΟ ΔΙΔΑΣΚΑΛΕΙΟΝ	[1015, 1426, 1132, 1469]
text-bank: ΑΘΗΝΑΙ, 18.— Ἡ Ἐθνικὴ Τράπεζα τῆς Ἑλλάδος ἀναγγέλλει ἐκδηλώσεις ἐπὶ τῇ παγκοσμίῳ ἡμέρᾳ ἀποταμιεύσεως.	[977, 1714, 1170, 1787]
text-horses: Κατ᾽ ἀνακοίνωσιν τοῦ ὀργανισμοῦ ἱπποδρομιῶν Ἑλλάδος τὰ ἀποτελέσματα τῶν χθεσινῶν ἱπποδρομιῶν ἔχουν ὡς ἑξῆς: 1η ἱπποδρομία: 1ος Λορέτα, 2ος Ἀστέρι. Δίδυμον 72 δρχ. 2α ἱπποδρομία: 1ος Ἴρμη, 2ος Μέγας. Δίδυμον 84 δρχ. 3η ἱπποδρομία: 1ος Καλλίστη, 2ος Ζήνων. Δίδυμον 103 δρχ. 4η ἱπποδρομία: 1ος Νικοπόλη, 2ος Ἀκρίτας.	[392, 1037, 579, 1213]
section-banner-memorial: Τὸ μνημόσυνα	[392, 1218, 579, 1251]
text-meat-transport: ΑΘΗΝΑΙ, 18.— Ἀπὸ τὸ ὑπουργεῖον Γεωργίας ἀπηγορεύθη ἡ μεταφορὰ νωπῶν κρεάτων ἐξ ἐχόρων μοσχαρίων εἰς τὴν περιοχὴν τῆς Ἀττικῆς.	[977, 1214, 1170, 1287]
left-sub-column	[587, 388, 767, 1628]
text-sunday: ΤΟΥ «ΙΔΡΥΜΑΤΟΣ ΤΟΥ ΒΟΥΝΟΥ» εἰς Κιλκίς, Ἀσπροβάλτα, Ἀκρόπολη, Σκόπελος-Σαρακίνα. Ἐγγραφαί: τηλ. 72-837 καὶ 64-342. ΤΟΥ ΣΥΛΛΟΓΟΥ ΕΛΛΗΝΩΝ ΟΡΕΙΒΑΤΩΝ εἰς Πτολεμαΐδα, Σαμαρίνα. Τηλ. 24-2-16. ΤΟΥ ΑΘΛΗΤΙΚΟΥ ΟΜΙΛΟΥ ΒΟΡ. ΕΛΛΑΔΟΣ εἰς Ταξίαρχην, Καστανιὰ Ἐδεσσαίων.	[587, 451, 768, 627]
text-pensions: ΑΘΗΝΑΙ, 18.— Διὰ νομοθετικοῦ διατάγματος ὁρίζεται ὅτι δὲν ἀναζητεῖται τὸ ἀχρεωστήτως καταβληθὲν ποσὸν συντάξεως ὑπὸ τῶν κληρονόμων ἀποβιώσαντος συνταξιούχου.	[1178, 1561, 1562, 1605]
text-congrats: Τὸν ἀγαπητόν μας ἀνεψιὸν κ. Ἰωάννην Α. Παπαμιχάλην ἐπιτυχόντα εἰς τὰς ἐξετάσεις τοῦ Ἀρχιτεκτονικοῦ τμήματος τοῦ Ἀριστοτελείου Πανεπιστημίου Θεσσαλονίκης, συγχαίρομεν θερμῶς καὶ τοῦ εὐχόμεθα λαμπρὰν σταδιοδρομίαν. Οἰκογένεια Κ. Γεωργούλα.	[12, 473, 385, 546]
headline-hashish: 900 ΚΙΛΑ ΧΑΣΙΣ ΚΑΤΕΣΧΕΘΗΣΑΝ ΕΙΣ ΑΥΣΤΡΙΑΝ ΚΑΙ ΤΟΥΡΚΙΑΝ	[977, 875, 1170, 920]
